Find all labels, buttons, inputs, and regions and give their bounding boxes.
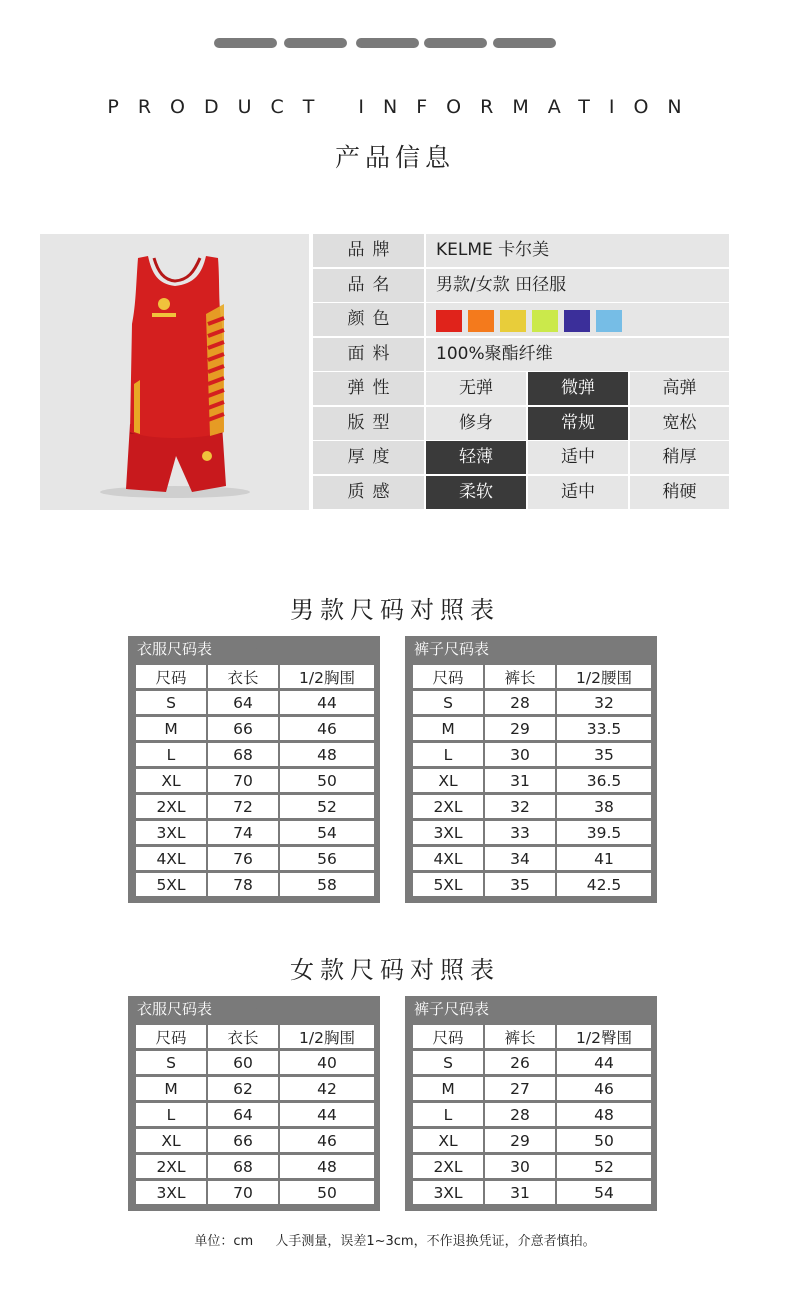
size-table (413, 662, 651, 899)
size-table (136, 662, 374, 899)
table-cell: M (413, 1077, 483, 1100)
texture-label: 质感 (313, 476, 424, 509)
table-cell: 4XL (136, 847, 206, 870)
table-cell: 50 (278, 769, 374, 792)
header-cell: 衣长 (206, 1025, 278, 1048)
table-cell: 38 (555, 795, 651, 818)
fabric-value: 100%聚酯纤维 (426, 338, 729, 371)
table-cell: 46 (555, 1077, 651, 1100)
table-cell: M (136, 1077, 206, 1100)
table-row (413, 1051, 651, 1074)
table-cell: 5XL (136, 873, 206, 896)
table-cell: 68 (206, 743, 278, 766)
table-cell: M (136, 717, 206, 740)
texture-option: 适中 (528, 476, 628, 509)
color-swatch-sky-blue (596, 310, 622, 332)
size-table (413, 1022, 651, 1207)
table-cell: 29 (483, 717, 555, 740)
name-label: 品名 (313, 269, 424, 302)
table-cell: 2XL (413, 1155, 483, 1178)
fit-option: 修身 (426, 407, 526, 440)
table-cell: L (413, 1103, 483, 1126)
table-cell: 28 (483, 1103, 555, 1126)
table-cell: 3XL (136, 1181, 206, 1204)
table-row (413, 1155, 651, 1178)
table-cell: 48 (278, 743, 374, 766)
table-row (413, 1077, 651, 1100)
elasticity-option: 微弹 (528, 372, 628, 405)
red-track-suit-image (40, 234, 309, 510)
table-row (136, 1181, 374, 1204)
table-cell: 35 (555, 743, 651, 766)
color-row (313, 303, 729, 338)
table-row (136, 795, 374, 818)
header-cell: 裤长 (483, 1025, 555, 1048)
header-cell: 衣长 (206, 665, 278, 688)
table-cell: S (413, 691, 483, 714)
table-cell: 54 (555, 1181, 651, 1204)
name-value: 男款/女款 田径服 (426, 269, 729, 302)
header-cell: 1/2腰围 (555, 665, 651, 688)
table-cell: 32 (555, 691, 651, 714)
table-row (413, 743, 651, 766)
table-row (136, 1051, 374, 1074)
table-cell: XL (136, 1129, 206, 1152)
table-cell: 52 (278, 795, 374, 818)
table-cell: 62 (206, 1077, 278, 1100)
header-cell: 裤长 (483, 665, 555, 688)
table-cell: XL (413, 769, 483, 792)
table-cell: 32 (483, 795, 555, 818)
brand-row (313, 234, 729, 269)
dash (284, 38, 347, 48)
table-cell: 34 (483, 847, 555, 870)
dash (214, 38, 277, 48)
table-row (136, 821, 374, 844)
table-cell: L (136, 743, 206, 766)
header-cell: 尺码 (136, 1025, 206, 1048)
table-header-row (136, 1025, 374, 1048)
fit-label: 版型 (313, 407, 424, 440)
table-header-row (413, 1025, 651, 1048)
table-cell: S (136, 691, 206, 714)
header-cell: 1/2胸围 (278, 1025, 374, 1048)
men-bottom-size-table (405, 636, 657, 903)
table-header-row (136, 665, 374, 688)
table-cell: 5XL (413, 873, 483, 896)
fabric-row (313, 338, 729, 373)
table-tab-label: 裤子尺码表 (414, 640, 490, 658)
color-swatch-orange (468, 310, 494, 332)
table-cell: L (136, 1103, 206, 1126)
thickness-option: 适中 (528, 441, 628, 474)
texture-row (313, 476, 729, 511)
table-cell: 3XL (413, 821, 483, 844)
brand-label: 品牌 (313, 234, 424, 267)
table-cell: 41 (555, 847, 651, 870)
men-top-size-table (128, 636, 380, 903)
table-cell: XL (136, 769, 206, 792)
table-cell: 56 (278, 847, 374, 870)
table-cell: 76 (206, 847, 278, 870)
table-cell: 29 (483, 1129, 555, 1152)
table-cell: 66 (206, 1129, 278, 1152)
table-cell: 46 (278, 1129, 374, 1152)
table-cell: 2XL (136, 1155, 206, 1178)
table-tab-label: 裤子尺码表 (414, 1000, 490, 1018)
table-cell: 4XL (413, 847, 483, 870)
table-cell: 36.5 (555, 769, 651, 792)
table-cell: 66 (206, 717, 278, 740)
table-row (413, 1103, 651, 1126)
table-row (136, 1077, 374, 1100)
table-row (136, 847, 374, 870)
table-cell: 70 (206, 769, 278, 792)
dash (356, 38, 419, 48)
table-cell: 68 (206, 1155, 278, 1178)
color-swatch-yellow (500, 310, 526, 332)
measure-note: 人手测量，误差1~3cm，不作退换凭证，介意者慎拍。 (275, 1234, 596, 1249)
dash (424, 38, 487, 48)
header-cell: 1/2臀围 (555, 1025, 651, 1048)
header-cell: 尺码 (136, 665, 206, 688)
table-cell: S (136, 1051, 206, 1074)
table-cell: 40 (278, 1051, 374, 1074)
table-row (413, 769, 651, 792)
table-cell: 48 (278, 1155, 374, 1178)
texture-option: 柔软 (426, 476, 526, 509)
table-row (136, 743, 374, 766)
color-swatches (426, 303, 729, 336)
table-row (413, 847, 651, 870)
thickness-row (313, 441, 729, 476)
table-cell: 2XL (136, 795, 206, 818)
table-row (136, 1155, 374, 1178)
table-cell: 33.5 (555, 717, 651, 740)
product-info-table (313, 234, 729, 510)
table-cell: S (413, 1051, 483, 1074)
color-swatch-red (436, 310, 462, 332)
table-cell: 50 (555, 1129, 651, 1152)
table-cell: 70 (206, 1181, 278, 1204)
fit-option: 常规 (528, 407, 628, 440)
decorative-dashes (214, 38, 559, 48)
table-cell: 31 (483, 1181, 555, 1204)
women-size-chart-title: 女款尺码对照表 (290, 956, 500, 984)
elasticity-row (313, 372, 729, 407)
header-cell: 尺码 (413, 665, 483, 688)
table-cell: 27 (483, 1077, 555, 1100)
table-row (413, 873, 651, 896)
table-row (413, 1129, 651, 1152)
table-cell: 50 (278, 1181, 374, 1204)
table-cell: 58 (278, 873, 374, 896)
color-swatch-lime (532, 310, 558, 332)
men-size-chart-title: 男款尺码对照表 (290, 596, 500, 624)
table-cell: 44 (278, 691, 374, 714)
table-cell: 60 (206, 1051, 278, 1074)
table-cell: 44 (278, 1103, 374, 1126)
table-row (413, 1181, 651, 1204)
table-row (136, 1129, 374, 1152)
size-table (136, 1022, 374, 1207)
table-row (413, 821, 651, 844)
footnote (0, 1230, 790, 1249)
track-suit-illustration (40, 234, 309, 510)
table-cell: 42 (278, 1077, 374, 1100)
color-swatch-navy (564, 310, 590, 332)
table-header-row (413, 665, 651, 688)
elasticity-option: 无弹 (426, 372, 526, 405)
table-cell: 54 (278, 821, 374, 844)
table-cell: 48 (555, 1103, 651, 1126)
table-cell: 30 (483, 743, 555, 766)
table-cell: M (413, 717, 483, 740)
table-cell: L (413, 743, 483, 766)
table-cell: 3XL (413, 1181, 483, 1204)
table-cell: 46 (278, 717, 374, 740)
women-top-size-table (128, 996, 380, 1211)
thickness-option: 轻薄 (426, 441, 526, 474)
table-row (413, 691, 651, 714)
thickness-label: 厚度 (313, 441, 424, 474)
table-row (136, 717, 374, 740)
fabric-label: 面料 (313, 338, 424, 371)
table-cell: 78 (206, 873, 278, 896)
header-cell: 尺码 (413, 1025, 483, 1048)
unit-note: 单位：cm (194, 1234, 254, 1249)
table-row (136, 1103, 374, 1126)
table-row (136, 691, 374, 714)
product-information-title-en: PRODUCT INFORMATION (107, 96, 701, 118)
table-tab-label: 衣服尺码表 (137, 1000, 213, 1018)
table-cell: 31 (483, 769, 555, 792)
table-cell: 30 (483, 1155, 555, 1178)
header-cell: 1/2胸围 (278, 665, 374, 688)
table-row (136, 769, 374, 792)
women-bottom-size-table (405, 996, 657, 1211)
table-cell: 33 (483, 821, 555, 844)
table-cell: 74 (206, 821, 278, 844)
table-row (413, 717, 651, 740)
table-tab-label: 衣服尺码表 (137, 640, 213, 658)
table-cell: 64 (206, 691, 278, 714)
table-row (136, 873, 374, 896)
elasticity-option: 高弹 (630, 372, 729, 405)
table-cell: 2XL (413, 795, 483, 818)
elasticity-label: 弹性 (313, 372, 424, 405)
fit-row (313, 407, 729, 442)
table-cell: 64 (206, 1103, 278, 1126)
table-cell: 35 (483, 873, 555, 896)
table-cell: 3XL (136, 821, 206, 844)
brand-value: KELME 卡尔美 (426, 234, 729, 267)
color-label: 颜色 (313, 303, 424, 336)
table-cell: 44 (555, 1051, 651, 1074)
table-cell: 39.5 (555, 821, 651, 844)
table-cell: 52 (555, 1155, 651, 1178)
table-cell: 26 (483, 1051, 555, 1074)
table-cell: 72 (206, 795, 278, 818)
product-information-title-cn: 产品信息 (334, 143, 455, 172)
table-row (413, 795, 651, 818)
table-cell: XL (413, 1129, 483, 1152)
texture-option: 稍硬 (630, 476, 729, 509)
dash (493, 38, 556, 48)
fit-option: 宽松 (630, 407, 729, 440)
name-row (313, 269, 729, 304)
thickness-option: 稍厚 (630, 441, 729, 474)
table-cell: 28 (483, 691, 555, 714)
table-cell: 42.5 (555, 873, 651, 896)
